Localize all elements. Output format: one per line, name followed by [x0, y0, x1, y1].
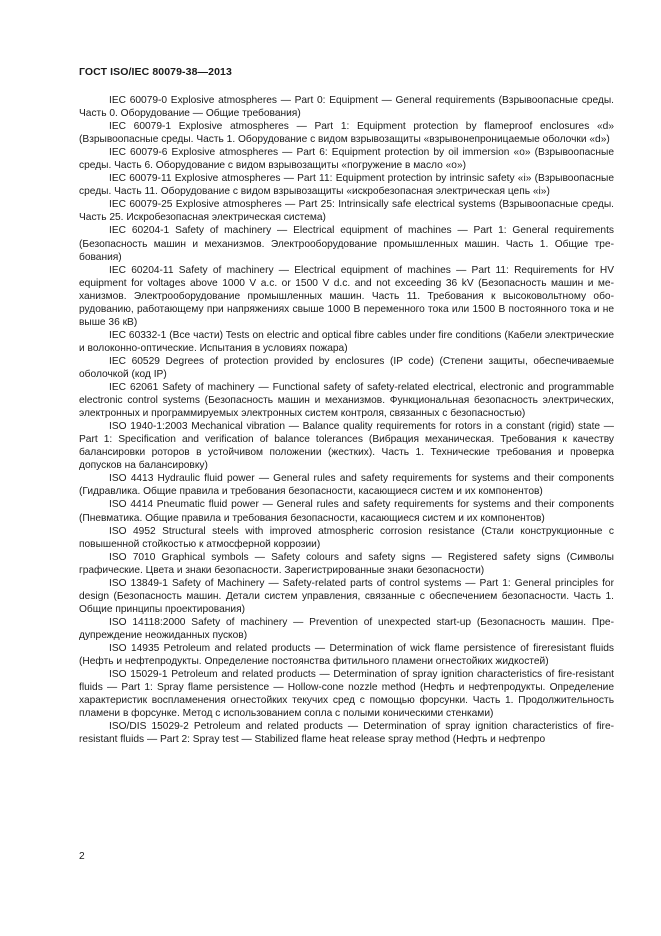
reference-entry: ISO 4952 Structural steels with improved atmospheric corrosion resistance (Стали конструкционные с повышенной стойкостью к атмосферной коррозии)	[79, 525, 614, 550]
reference-entry: ISO 4413 Hydraulic fluid power — General rules and safety requirements for systems and their components (Гидравлика. Общие правила и требования безопасности, касающиеся систем и их компонентов)	[79, 473, 614, 498]
reference-entry: IEC 60079-0 Explosive atmospheres — Part 0: Equipment — General requirements (Взрывоопасные среды. Часть 0. Оборудование — Общие требования)	[79, 95, 614, 120]
reference-entry: ISO 7010 Graphical symbols — Safety colours and safety signs — Registered safety signs (Символы графические. Цвета и знаки безопасности. Зарегистрированные знаки безопасности)	[79, 551, 614, 576]
reference-entry: IEC 60204-11 Safety of machinery — Electrical equipment of machines — Part 11: Requirements for HV equipment for voltages above 1000 V a.c. or 1500 V d.c. and not exceeding 36 kV (Безопасность машин и механизмов. Электрооборудование промышленных машин. Часть 11. Требования к высоковольтному оборудованию, работающему при напряжениях свыше 1000 В переменного тока или 1500 В постоянного тока и не выше 36 кВ)	[79, 264, 614, 328]
reference-entry: IEC 60079-25 Explosive atmospheres — Part 25: Intrinsically safe electrical systems (Взрывоопасные среды. Часть 25. Искробезопасная электрическая система)	[79, 199, 614, 224]
reference-entry: IEC 60332-1 (Все части) Tests on electric and optical fibre cables under fire conditions (Кабели электрические и волоконно-оптические. Испытания в условиях пожара)	[79, 329, 614, 354]
page-number: 2	[79, 851, 85, 862]
reference-entry: IEC 60079-6 Explosive atmospheres — Part 6: Equipment protection by oil immersion «o» (Взрывоопасные среды. Часть 6. Оборудование с видом взрывозащиты «погружение в масло «o»)	[79, 147, 614, 172]
reference-entry: ISO 15029-1 Petroleum and related products — Determination of spray ignition characteristics of fire-resistant fluids — Part 1: Spray flame persistence — Hollow-cone nozzle method (Нефть и нефтепродукты. Определение характеристик воспламенения огнестойких текучих сред с помощью форсунки. Часть 1. Продолжительность пламени в форсунке. Метод с использованием сопла с полыми коническими стенками)	[79, 669, 614, 720]
reference-entry: ISO 4414 Pneumatic fluid power — General rules and safety requirements for systems and their components (Пневматика. Общие правила и требования безопасности, касающиеся систем и их компонентов)	[79, 499, 614, 524]
normative-references-list	[79, 94, 614, 746]
reference-entry: IEC 60079-11 Explosive atmospheres — Part 11: Equipment protection by intrinsic safety «i» (Взрывоопасные среды. Часть 11. Оборудование с видом взрывозащиты «искробезопасная электрическая цепь «i»)	[79, 173, 614, 198]
reference-entry: IEC 60079-1 Explosive atmospheres — Part 1: Equipment protection by flameproof enclosures «d» (Взрывоопасные среды. Часть 1. Оборудование с видом взрывозащиты «взрывонепроницаемые оболочки «d»)	[79, 121, 614, 146]
document-header: ГОСТ ISO/IEC 80079-38—2013	[79, 66, 232, 78]
reference-entry: ISO 14935 Petroleum and related products — Determination of wick flame persistence of fireresistant fluids (Нефть и нефтепродукты. Определение постоянства фитильного пламени огнестойких жидкостей)	[79, 642, 614, 668]
reference-entry: ISO 13849-1 Safety of Machinery — Safety-related parts of control systems — Part 1: General principles for design (Безопасность машин. Детали систем управления, связанные с обеспечением безопасности. Часть 1. Общие принципы проектирования)	[79, 577, 614, 615]
reference-entry: ISO 1940-1:2003 Mechanical vibration — Balance quality requirements for rotors in a constant (rigid) state — Part 1: Specification and verification of balance tolerances (Вибрация механическая. Требования к качеству балансировки роторов в устойчивом положении (жестких). Часть 1. Технические требования и проверка допусков на балансировку)	[79, 421, 614, 472]
reference-entry: IEC 60529 Degrees of protection provided by enclosures (IP code) (Степени защиты, обеспечиваемые оболочкой (код IP)	[79, 355, 614, 380]
reference-entry: IEC 62061 Safety of machinery — Functional safety of safety-related electrical, electronic and programmable electronic control systems (Безопасность машин и механизмов. Функциональная безопасность электрических, электронных и программируемых электронных систем контроля, связанных с безопасностью)	[79, 382, 614, 420]
reference-entry: ISO/DIS 15029-2 Petroleum and related products — Determination of spray ignition characteristics of fire-resistant fluids — Part 2: Spray test — Stabilized flame heat release spray method (Нефть и нефтепро	[79, 721, 614, 746]
reference-entry: ISO 14118:2000 Safety of machinery — Prevention of unexpected start-up (Безопасность машин. Предупреждение неожиданных пусков)	[79, 616, 614, 641]
reference-entry: IEC 60204-1 Safety of machinery — Electrical equipment of machines — Part 1: General requirements (Безопасность машин и механизмов. Электрооборудование промышленных машин. Часть 1. Общие требования)	[79, 225, 614, 263]
